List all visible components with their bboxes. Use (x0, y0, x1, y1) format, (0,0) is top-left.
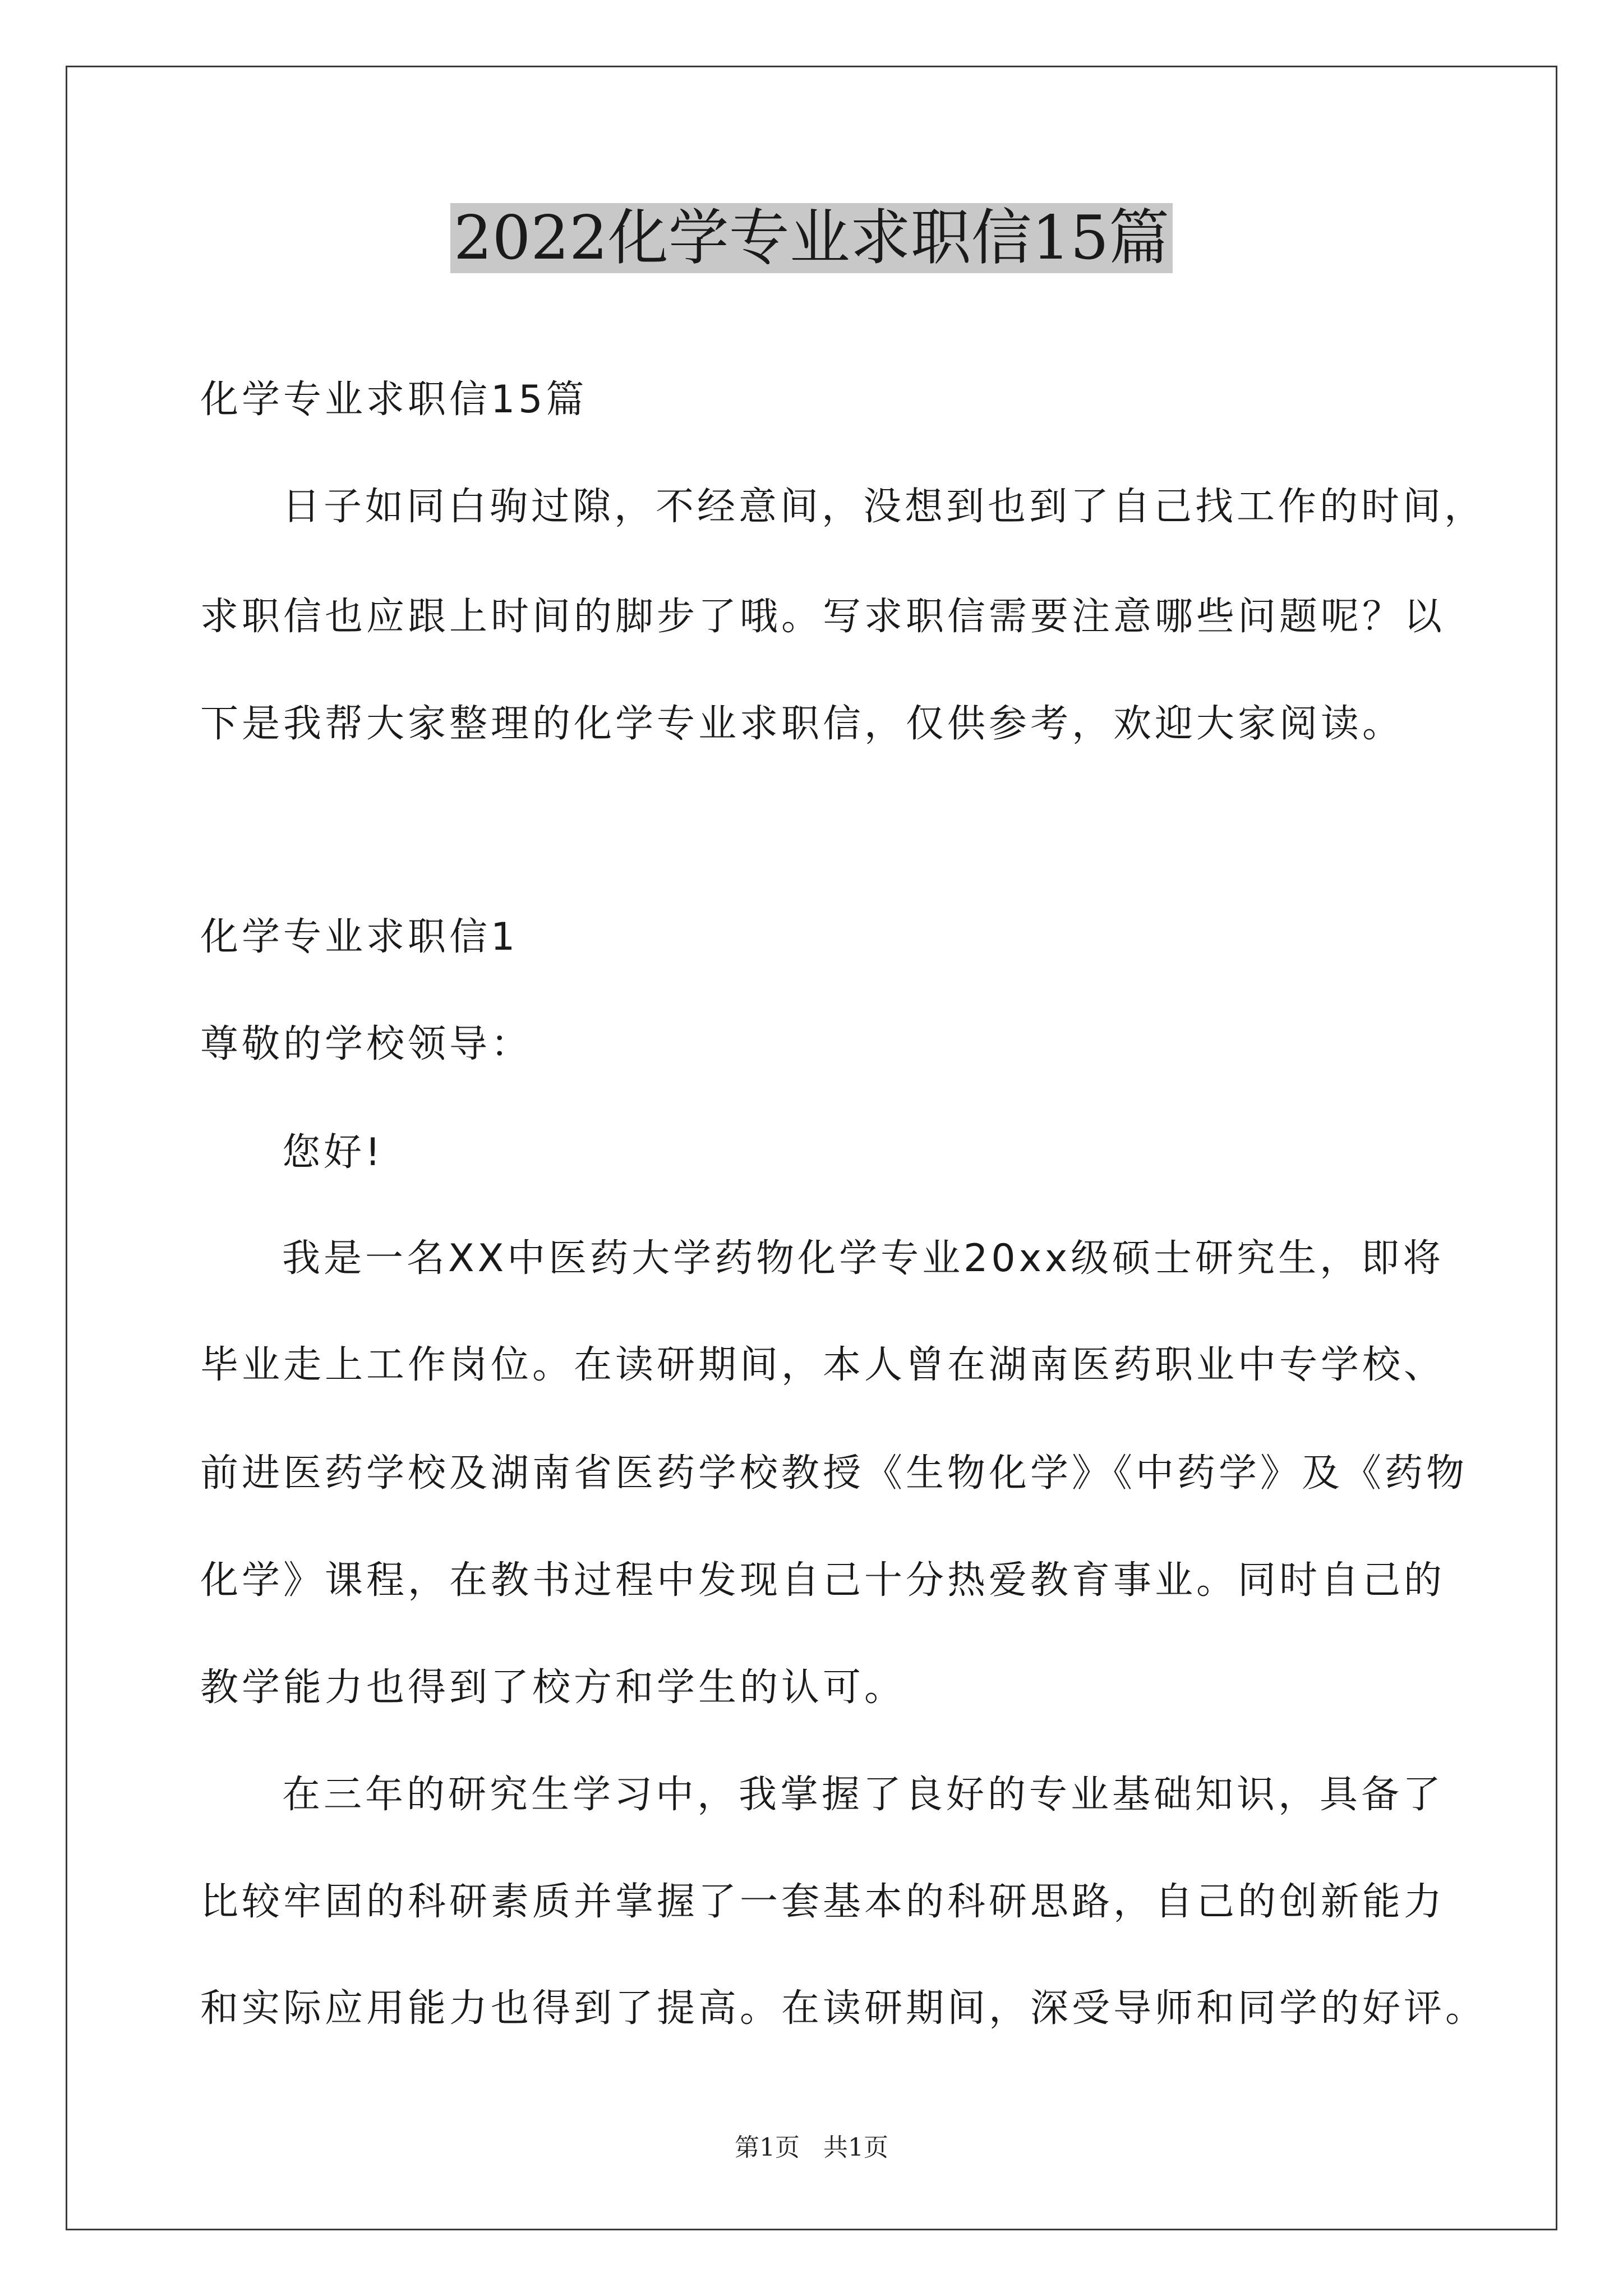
body-line-8: 我是一名XX中医药大学药物化学专业20xx级硕士研究生，即将 (282, 1236, 1445, 1281)
page-number-current: 第1页 (735, 2133, 800, 2162)
document-title (0, 199, 1623, 278)
document-title-text: 2022化学专业求职信15篇 (450, 203, 1173, 273)
body-line-14: 比较牢固的科研素质并掌握了一套基本的科研思路，自己的创新能力 (200, 1880, 1446, 1924)
body-line-2: 日子如同白驹过隙，不经意间，没想到也到了自己找工作的时间， (282, 485, 1486, 529)
body-line-15: 和实际应用能力也得到了提高。在读研期间，深受导师和同学的好评。 (200, 1986, 1487, 2031)
body-line-3: 求职信也应跟上时间的脚步了哦。写求职信需要注意哪些问题呢？以 (200, 595, 1446, 639)
body-line-9: 毕业走上工作岗位。在读研期间，本人曾在湖南医药职业中专学校、 (200, 1343, 1446, 1387)
body-line-4: 下是我帮大家整理的化学专业求职信，仅供参考，欢迎大家阅读。 (200, 702, 1404, 746)
section-heading-1: 化学专业求职信1 (200, 915, 519, 959)
greeting: 您好! (282, 1130, 384, 1175)
body-line-10: 前进医药学校及湖南省医药学校教授《生物化学》《中药学》及《药物 (200, 1451, 1468, 1496)
page-number-total: 共1页 (823, 2133, 888, 2162)
salutation: 尊敬的学校领导： (200, 1022, 533, 1066)
body-line-12: 教学能力也得到了校方和学生的认可。 (200, 1665, 906, 1710)
body-line-11: 化学》课程，在教书过程中发现自己十分热爱教育事业。同时自己的 (200, 1558, 1446, 1603)
body-line-1: 化学专业求职信15篇 (200, 378, 588, 422)
body-line-13: 在三年的研究生学习中，我掌握了良好的专业基础知识，具备了 (282, 1773, 1445, 1817)
page-footer (0, 2127, 1623, 2163)
